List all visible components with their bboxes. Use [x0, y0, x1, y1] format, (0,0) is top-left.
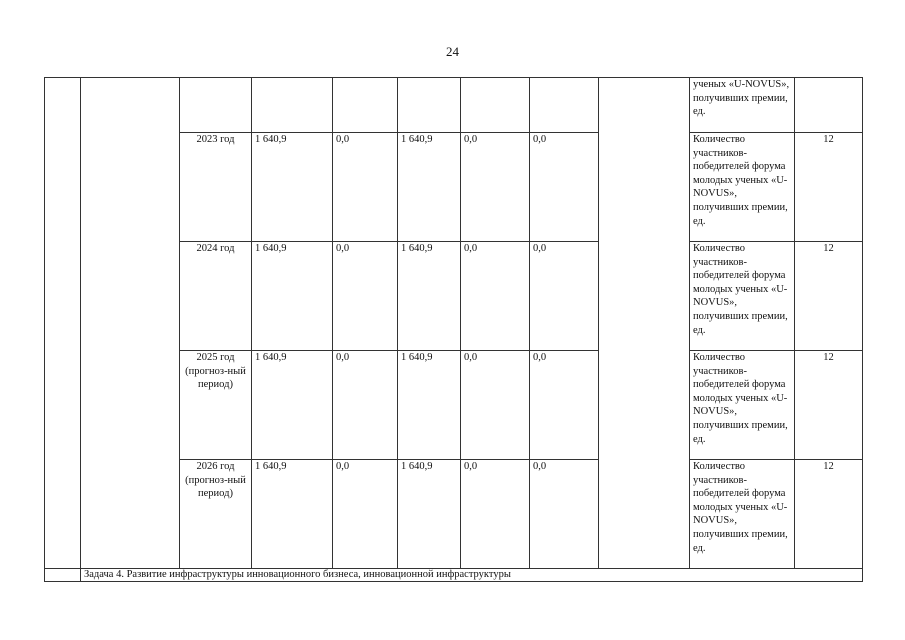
cell-other: 0,0: [530, 460, 599, 569]
cell-federal: 0,0: [333, 460, 398, 569]
cell-regional: 1 640,9: [398, 133, 461, 242]
cell-year: 2023 год: [180, 133, 252, 242]
task-heading: Задача 4. Развитие инфраструктуры инновационного бизнеса, инновационной инфраструктуры: [81, 569, 863, 582]
cell-federal: 0,0: [333, 133, 398, 242]
cell-indicator: Количество участников-победителей форума молодых ученых «U-NOVUS», получивших премии, ед.: [690, 242, 795, 351]
task-row: [45, 569, 863, 582]
cell-regional: 1 640,9: [398, 460, 461, 569]
cell-empty: [333, 78, 398, 133]
cell-other: 0,0: [530, 242, 599, 351]
cell-value: 12: [795, 460, 863, 569]
cell-regional: 1 640,9: [398, 242, 461, 351]
cell-indicator: ученых «U-NOVUS», получивших премии, ед.: [690, 78, 795, 133]
cell-local: 0,0: [461, 242, 530, 351]
cell-empty: [45, 569, 81, 582]
cell-other: 0,0: [530, 351, 599, 460]
cell-indicator: Количество участников-победителей форума молодых ученых «U-NOVUS», получивших премии, ед.: [690, 133, 795, 242]
cell-year: 2026 год (прогноз-ный период): [180, 460, 252, 569]
cell-indicator: Количество участников-победителей форума молодых ученых «U-NOVUS», получивших премии, ед.: [690, 351, 795, 460]
cell-local: 0,0: [461, 351, 530, 460]
cell-empty: [461, 78, 530, 133]
table-row-continued: [45, 78, 863, 133]
program-table: [44, 77, 863, 582]
cell-other: 0,0: [530, 133, 599, 242]
cell-executor-column: [599, 78, 690, 569]
cell-total: 1 640,9: [252, 133, 333, 242]
cell-regional: 1 640,9: [398, 351, 461, 460]
cell-empty: [795, 78, 863, 133]
cell-value: 12: [795, 351, 863, 460]
cell-empty: [252, 78, 333, 133]
cell-total: 1 640,9: [252, 351, 333, 460]
cell-empty: [180, 78, 252, 133]
cell-number-column: [45, 78, 81, 569]
cell-value: 12: [795, 242, 863, 351]
cell-total: 1 640,9: [252, 460, 333, 569]
page-number: 24: [446, 44, 459, 59]
cell-total: 1 640,9: [252, 242, 333, 351]
cell-empty: [398, 78, 461, 133]
cell-federal: 0,0: [333, 242, 398, 351]
cell-empty: [530, 78, 599, 133]
cell-year: 2024 год: [180, 242, 252, 351]
cell-local: 0,0: [461, 133, 530, 242]
cell-indicator: Количество участников-победителей форума молодых ученых «U-NOVUS», получивших премии, ед.: [690, 460, 795, 569]
cell-value: 12: [795, 133, 863, 242]
cell-federal: 0,0: [333, 351, 398, 460]
cell-local: 0,0: [461, 460, 530, 569]
cell-year: 2025 год (прогноз-ный период): [180, 351, 252, 460]
cell-activity-column: [81, 78, 180, 569]
